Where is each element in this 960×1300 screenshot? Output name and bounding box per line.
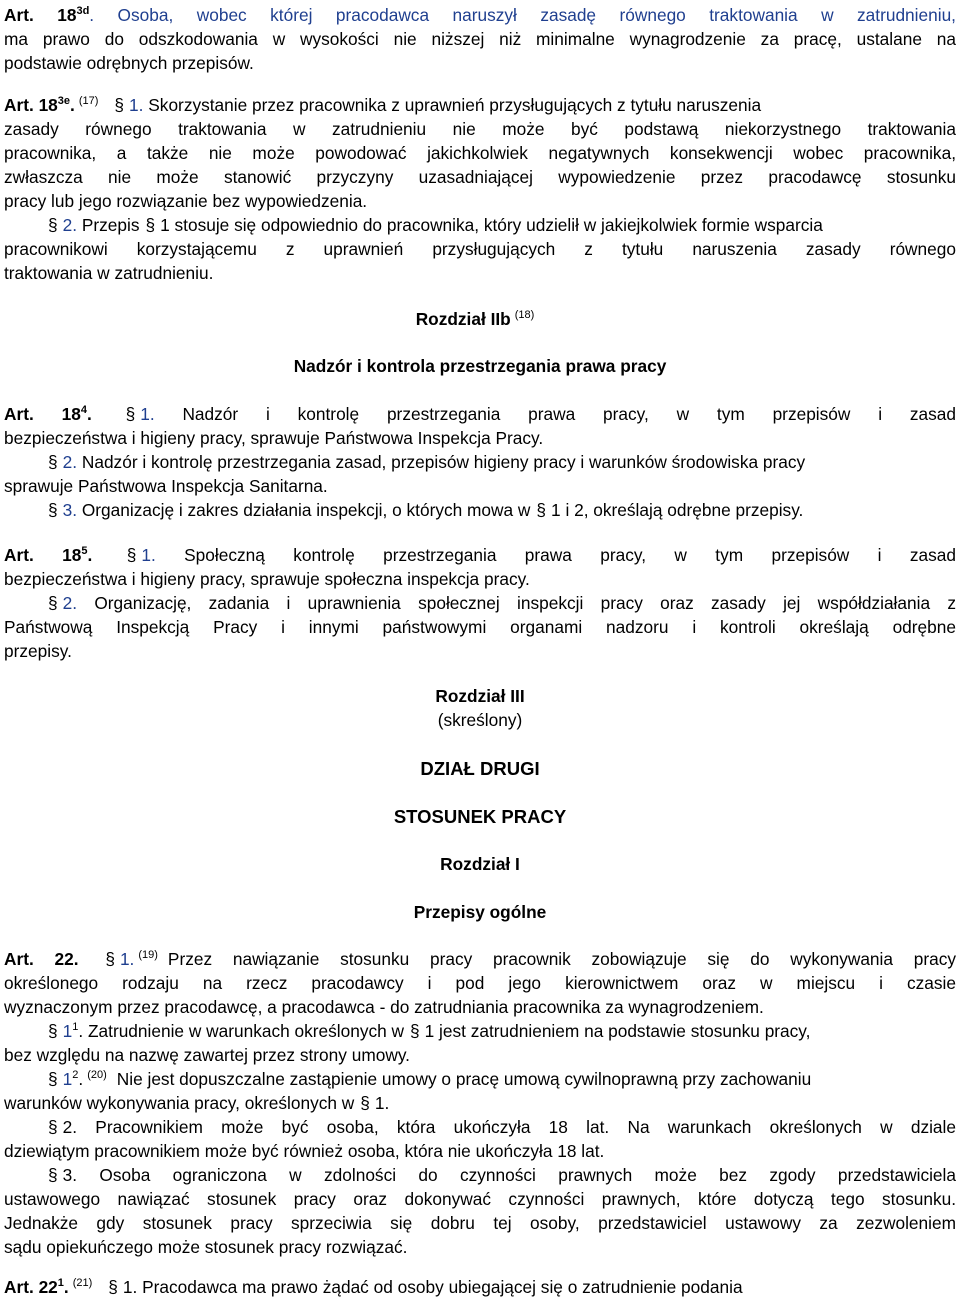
art22-p2-line1: § 2. Pracownikiem może być osoba, która ukończyła 18 lat. Na warunkach określonych w dziale <box>48 1117 956 1137</box>
art18-4-line1: Art. $18^4$. § 1. Nadzór i kontrolę przestrzegania prawa pracy, w tym przepisów i zasad <box>4 404 956 424</box>
art22-line3: wyznaczonym przez pracodawcę, a pracodawca - do zatrudniania pracownika za wynagrodzeniem. <box>4 997 764 1017</box>
art22-p3-line3: Jednakże gdy stosunek pracy sprzeciwia się dobru tej osoby, przedstawiciel ustawowy za zezwoleniem <box>4 1213 956 1233</box>
art18-4-p2-line1: § 2. Nadzór i kontrolę przestrzegania zasad, przepisów higieny pracy i warunków środowiska pracy <box>48 452 806 472</box>
chapter-subtitle: (skreślony) <box>437 710 523 730</box>
art-label: Art. $18^{3e}$. <box>4 95 75 115</box>
art18-3d-line2: ma prawo do odszkodowania w wysokości nie niższej niż minimalne wynagrodzenie za pracę, ustalane na <box>4 29 956 49</box>
art22-p3-line1: § 3. Osoba ograniczona w zdolności do czynności prawnych może bez zgody przedstawiciela <box>48 1165 956 1185</box>
section-symbol: § <box>114 95 125 115</box>
chapter-title: Rozdział I <box>440 854 520 874</box>
art18-3e-p2-line1: § 2. Przepis § 1 stosuje się odpowiednio do pracownika, który udzielił w jakiejkolwiek formie wsparcia <box>48 215 823 235</box>
division-title: DZIAŁ DRUGI <box>420 758 540 779</box>
art18-3d-line1: Art. $18^{3d}$. Osoba, wobec której pracodawca naruszył zasadę równego traktowania w zatrudnieniu, <box>4 5 956 25</box>
art18-3e-line2: zasady równego traktowania w zatrudnieniu nie może być podstawą niekorzystnego traktowania <box>4 119 956 139</box>
art18-3e-line3: pracownika, a także nie może powodować jakichkolwiek negatywnych konsekwencji wobec pracownika, <box>4 143 956 163</box>
art22-p11-line1: § $1^1$. Zatrudnienie w warunkach określonych w § 1 jest zatrudnieniem na podstawie stosunku pracy, <box>48 1021 811 1041</box>
art-label: Art. $18^{3d}$ <box>4 5 90 25</box>
art18-4-line2: bezpieczeństwa i higieny pracy, sprawuje Państwowa Inspekcja Pracy. <box>4 428 544 448</box>
art22-line2: określonego rodzaju na rzecz pracodawcy i pod jego kierownictwem oraz w miejscu i czasie <box>4 973 956 993</box>
art18-3e-p2-line2: pracownikowi korzystającemu z uprawnień przysługujących z tytułu naruszenia zasady równego <box>4 239 956 259</box>
art18-3d-line3: podstawie odrębnych przepisów. <box>4 53 254 73</box>
chapter-title: Rozdział IIb $^{(18)}$ <box>415 309 535 329</box>
art18-3e-line5: pracy lub jego rozwiązanie bez wypowiedzenia. <box>4 191 368 211</box>
chapter-title: Rozdział III <box>435 686 525 706</box>
art18-3e-line4: zwłaszcza nie może stanowić przyczyny uzasadniającej wypowiedzenie przez pracodawcę stosunku <box>4 167 956 187</box>
art18-3e-line1: Art. $18^{3e}$. $^{(17)}$ § 1. Skorzystanie przez pracownika z uprawnień przysługujących z tytułu naruszenia <box>4 94 956 118</box>
art-label: Art. $18^5$. <box>4 545 93 565</box>
chapter-subtitle: Nadzór i kontrola przestrzegania prawa pracy <box>293 356 667 376</box>
chapter-subtitle: Przepisy ogólne <box>413 902 547 922</box>
art18-4-p3-line1: § 3. Organizację i zakres działania inspekcji, o których mowa w § 1 i 2, określają odrębne przepisy. <box>48 500 804 520</box>
division-subtitle: STOSUNEK PRACY <box>393 806 567 827</box>
art22-p2-line2: dziewiątym pracownikiem może być również osoba, która nie ukończyła 18 lat. <box>4 1141 605 1161</box>
footnote-ref: (17) <box>78 95 99 108</box>
art22-p12-line1: § $1^2$. $^{(20)}$ Nie jest dopuszczalne zastąpienie umowy o pracę umową cywilnoprawną przy zachowaniu <box>48 1069 812 1089</box>
art18-5-p2-line3: przepisy. <box>4 641 72 661</box>
art18-5-p2-line1: § 2. Organizację, zadania i uprawnienia społecznej inspekcji pracy oraz zasady jej współdziałania z <box>48 593 956 613</box>
art18-4-p2-line2: sprawuje Państwowa Inspekcja Sanitarna. <box>4 476 328 496</box>
art22-p3-line2: ustawowego nawiązać stosunek pracy oraz dokonywać czynności prawnych, które dotyczą tego stosunku. <box>4 1189 956 1209</box>
art18-3e-p2-line3: traktowania w zatrudnieniu. <box>4 263 214 283</box>
art-label: Art. $22^1$. <box>4 1277 69 1297</box>
art18-5-line2: bezpieczeństwa i higieny pracy, sprawuje społeczna inspekcja pracy. <box>4 569 530 589</box>
art22-p12-line2: warunków wykonywania pracy, określonych w § 1. <box>4 1093 390 1113</box>
art22-p11-line2: bez względu na nazwę zawartej przez strony umowy. <box>4 1045 410 1065</box>
art22-p3-line4: sądu opiekuńczego może stosunek pracy rozwiązać. <box>4 1237 408 1257</box>
art-label: Art. 22. <box>4 949 79 969</box>
art-label: Art. $18^4$. <box>4 404 92 424</box>
art18-5-p2-line2: Państwową Inspekcją Pracy i innymi państwowymi organami nadzoru i kontroli określają odrębne <box>4 617 956 637</box>
art22-1-line1: Art. $22^1$. $^{(21)}$ § 1. Pracodawca ma prawo żądać od osoby ubiegającej się o zatrudnienie podania <box>4 1277 743 1297</box>
art22-line1: Art. 22. § 1. $^{(19)}$ Przez nawiązanie stosunku pracy pracownik zobowiązuje się do wykonywania pracy <box>4 949 957 969</box>
art18-5-line1: Art. $18^5$. § 1. Społeczną kontrolę przestrzegania prawa pracy, w tym przepisów i zasad <box>4 545 956 565</box>
